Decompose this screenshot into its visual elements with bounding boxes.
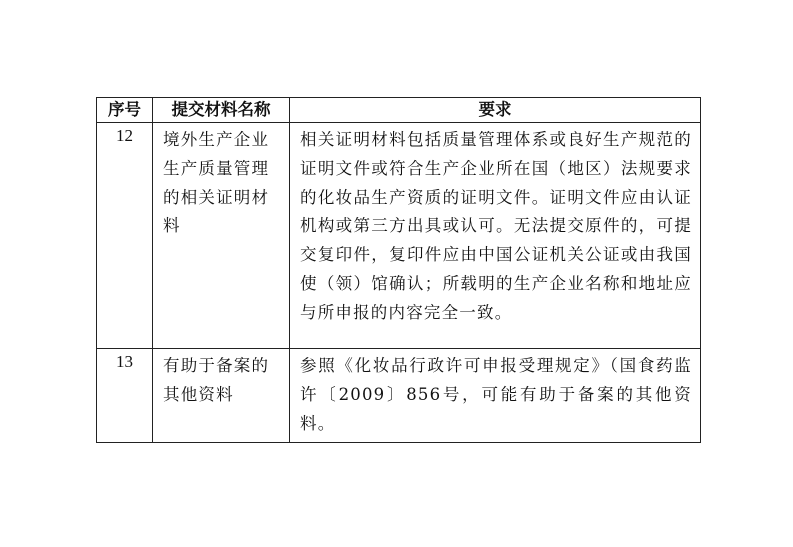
row-number: 12 <box>97 123 153 349</box>
header-requirements: 要求 <box>290 98 701 123</box>
table-header <box>97 98 701 123</box>
row-number: 13 <box>97 349 153 443</box>
header-row <box>97 98 701 123</box>
table-row <box>97 123 701 349</box>
row-material-name: 有助于备案的其他资料 <box>153 349 290 443</box>
table-body <box>97 123 701 443</box>
row-requirements: 参照《化妆品行政许可申报受理规定》（国食药监许〔2009〕856号，可能有助于备案的其他资料。 <box>290 349 701 443</box>
header-material-name: 提交材料名称 <box>153 98 290 123</box>
row-requirements: 相关证明材料包括质量管理体系或良好生产规范的证明文件或符合生产企业所在国（地区）法规要求的化妆品生产资质的证明文件。证明文件应由认证机构或第三方出具或认可。无法提交原件的，可提交复印件，复印件应由中国公证机关公证或由我国使（领）馆确认；所载明的生产企业名称和地址应与所申报的内容完全一致。 <box>290 123 701 349</box>
table-row <box>97 349 701 443</box>
header-number: 序号 <box>97 98 153 123</box>
requirements-table <box>96 97 701 443</box>
row-material-name: 境外生产企业生产质量管理的相关证明材料 <box>153 123 290 349</box>
